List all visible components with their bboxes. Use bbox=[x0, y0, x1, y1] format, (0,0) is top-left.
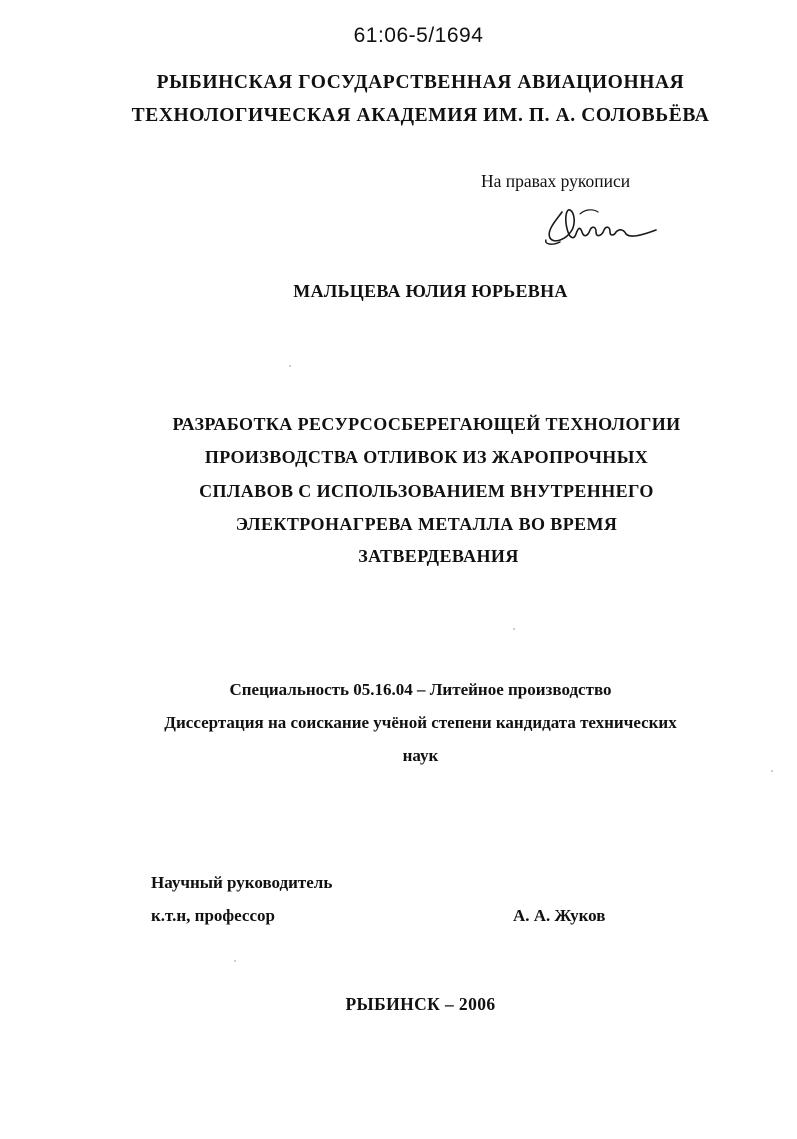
institution-line-1: РЫБИНСКАЯ ГОСУДАРСТВЕННАЯ АВИАЦИОННАЯ bbox=[156, 72, 685, 93]
signature-image bbox=[540, 200, 660, 255]
title-line-3: СПЛАВОВ С ИСПОЛЬЗОВАНИЕМ ВНУТРЕННЕГО bbox=[199, 481, 654, 501]
supervisor-degree: к.т.н, профессор bbox=[151, 906, 275, 925]
specialty-line: Специальность 05.16.04 – Литейное производство bbox=[229, 680, 612, 699]
degree-line: Диссертация на соискание учёной степени кандидата технических bbox=[164, 713, 677, 732]
scan-speck bbox=[289, 365, 291, 367]
institution-line-2: ТЕХНОЛОГИЧЕСКАЯ АКАДЕМИЯ ИМ. П. А. СОЛОВЬЁВА bbox=[131, 105, 710, 126]
manuscript-note: На правах рукописи bbox=[481, 171, 631, 191]
title-line-5: ЗАТВЕРДЕВАНИЯ bbox=[358, 546, 519, 566]
city-year: РЫБИНСК – 2006 bbox=[345, 994, 496, 1014]
archive-code: 61:06-5/1694 bbox=[353, 24, 484, 47]
title-line-2: ПРОИЗВОДСТВА ОТЛИВОК ИЗ ЖАРОПРОЧНЫХ bbox=[204, 447, 649, 467]
author-name: МАЛЬЦЕВА ЮЛИЯ ЮРЬЕВНА bbox=[293, 281, 568, 301]
scan-speck bbox=[771, 770, 773, 772]
title-line-1: РАЗРАБОТКА РЕСУРСОСБЕРЕГАЮЩЕЙ ТЕХНОЛОГИИ bbox=[172, 414, 681, 434]
title-line-4: ЭЛЕКТРОНАГРЕВА МЕТАЛЛА ВО ВРЕМЯ bbox=[235, 514, 618, 534]
scan-speck bbox=[234, 960, 236, 962]
supervisor-name: А. А. Жуков bbox=[513, 906, 606, 925]
scan-speck bbox=[513, 628, 515, 630]
supervisor-label: Научный руководитель bbox=[151, 873, 333, 892]
degree-line-continued: наук bbox=[402, 746, 439, 765]
